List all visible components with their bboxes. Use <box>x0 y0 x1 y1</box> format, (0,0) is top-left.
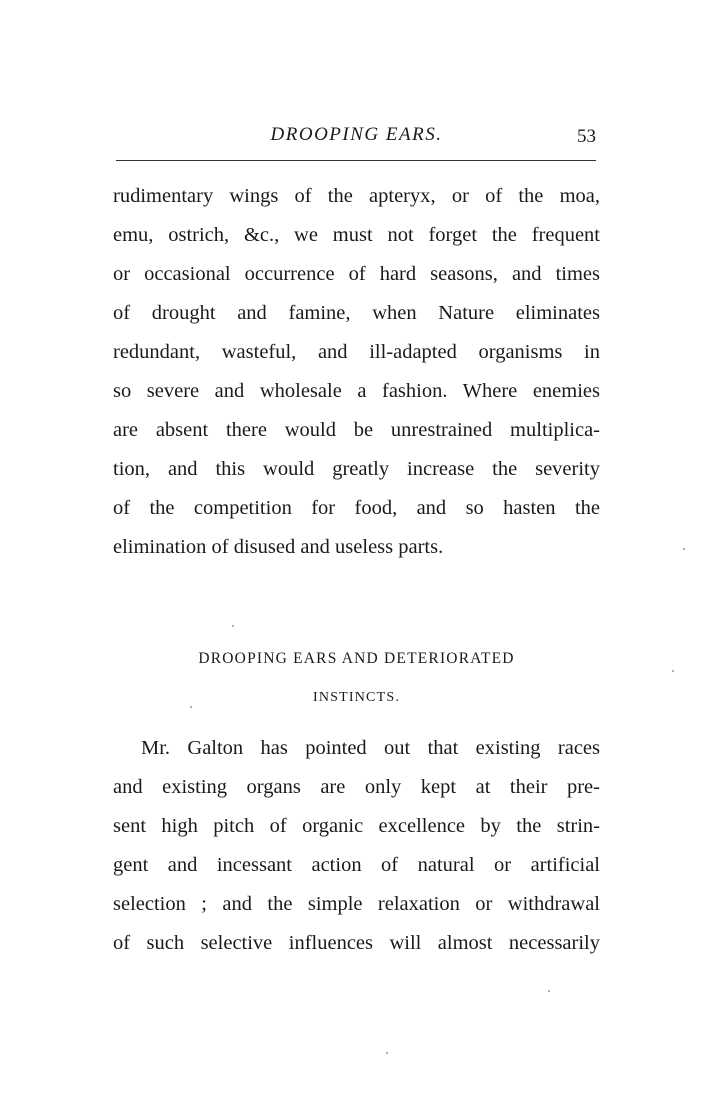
text-line: so severe and wholesale a fashion. Where enemies <box>113 380 600 402</box>
paper-speck <box>672 670 674 672</box>
text-line: of drought and famine, when Nature eliminates <box>113 302 600 324</box>
text-line: elimination of disused and useless parts. <box>113 536 444 558</box>
running-title: DROOPING EARS. <box>270 124 443 145</box>
paper-speck <box>386 1052 388 1054</box>
text-line: of the competition for food, and so hasten the <box>113 497 600 519</box>
text-line: redundant, wasteful, and ill-adapted organisms in <box>113 341 600 363</box>
text-line: gent and incessant action of natural or artificial <box>113 854 600 876</box>
text-line: rudimentary wings of the apteryx, or of the moa, <box>113 185 600 207</box>
text-line: and existing organs are only kept at their pre- <box>113 776 600 798</box>
page-number: 53 <box>577 126 596 147</box>
text-line: emu, ostrich, &c., we must not forget the frequent <box>113 224 600 246</box>
text-line: of such selective influences will almost necessarily <box>113 932 600 954</box>
paper-speck <box>548 990 550 992</box>
section-heading-line-1: DROOPING EARS AND DETERIORATED <box>198 650 515 667</box>
text-line: tion, and this would greatly increase the severity <box>113 458 600 480</box>
text-line: are absent there would be unrestrained multiplica- <box>113 419 600 441</box>
text-line: Mr. Galton has pointed out that existing races <box>141 737 600 759</box>
text-line: or occasional occurrence of hard seasons, and times <box>113 263 600 285</box>
paper-speck <box>232 625 234 627</box>
paper-speck <box>683 548 685 550</box>
header-rule <box>116 160 596 161</box>
text-line: selection ; and the simple relaxation or withdrawal <box>113 893 600 915</box>
section-heading-line-2: INSTINCTS. <box>312 690 401 705</box>
text-line: sent high pitch of organic excellence by the strin- <box>113 815 600 837</box>
paper-speck <box>190 706 192 708</box>
running-head <box>113 124 600 154</box>
